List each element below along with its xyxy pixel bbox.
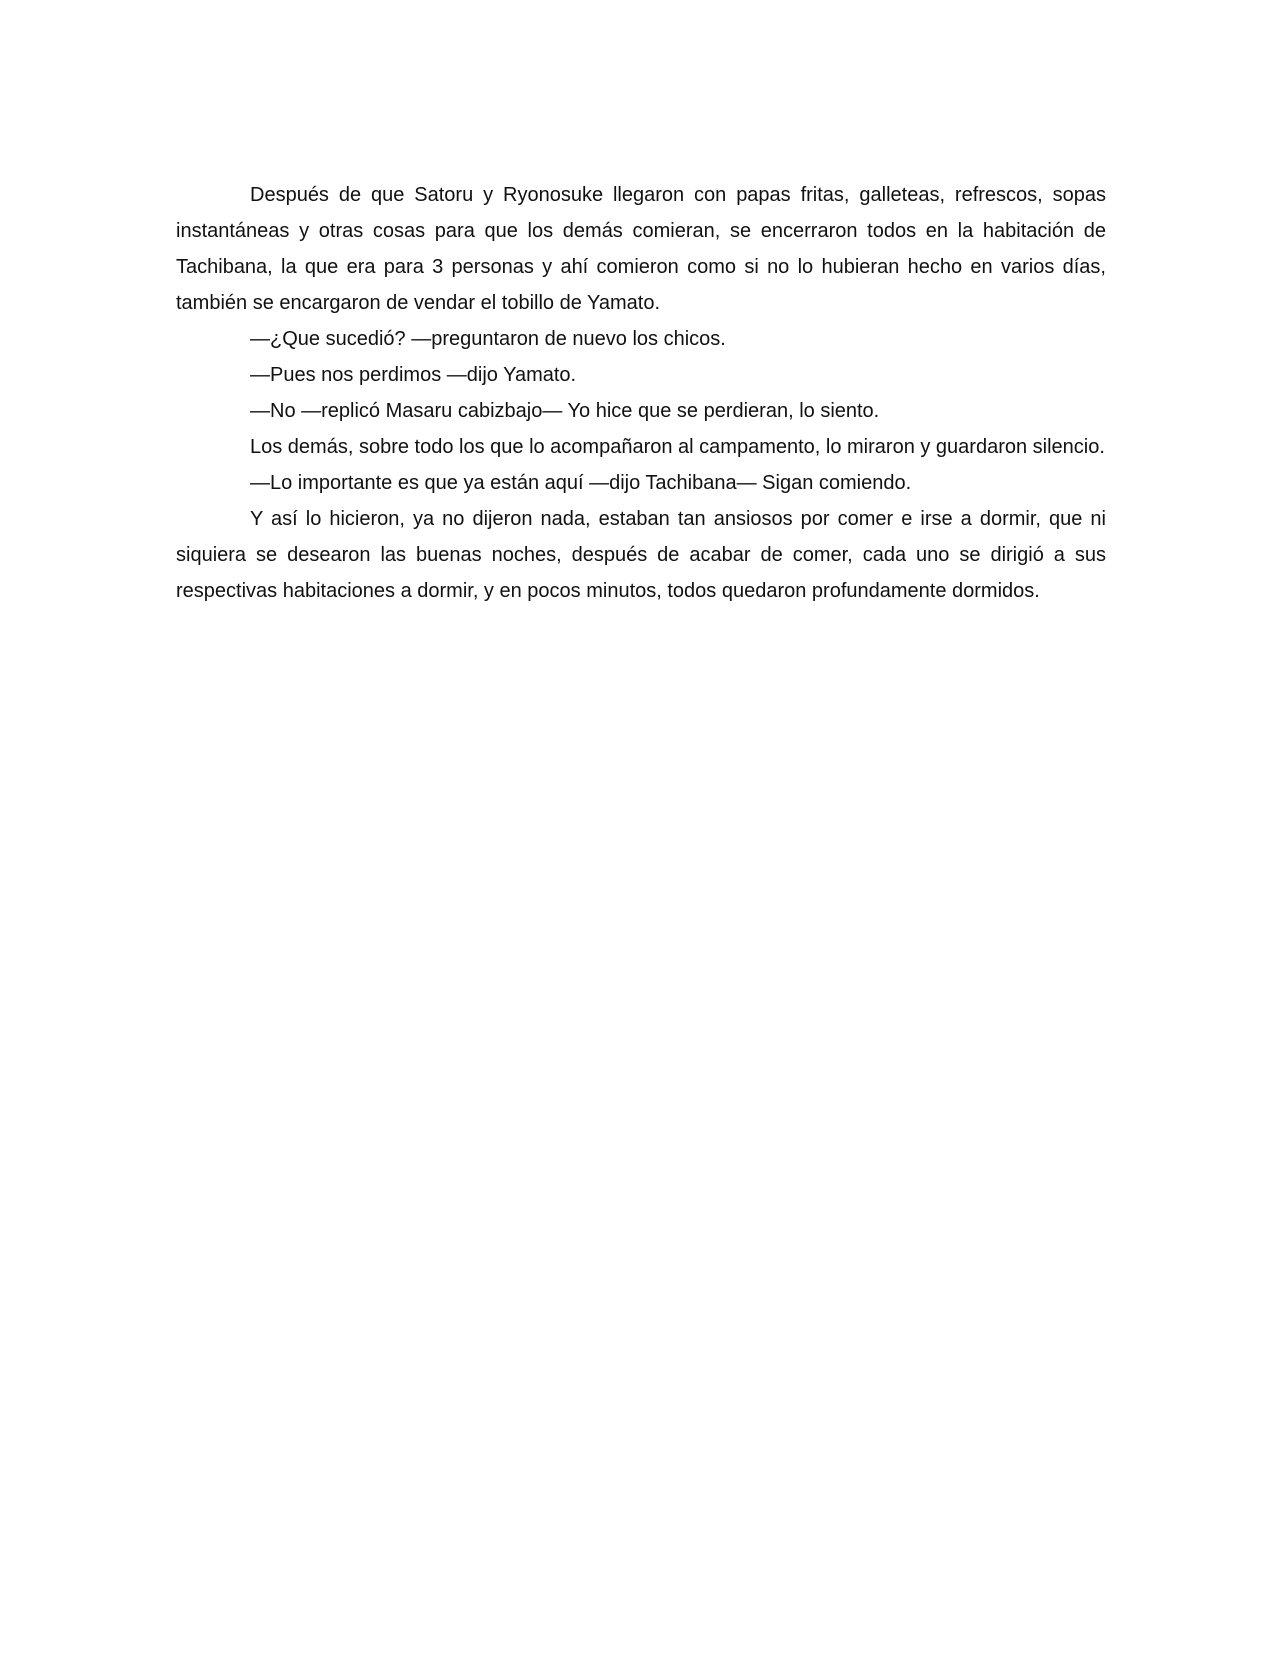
paragraph-1: Después de que Satoru y Ryonosuke llegaron con papas fritas, galleteas, refrescos, sopas instantáneas y otras cosas para que los demás comieran, se encerraron todos en la habitación de Tachibana, la que era para 3 personas y ahí comieron como si no lo hubieran hecho en varios días, también se encargaron de vendar el tobillo de Yamato. [176, 184, 1106, 314]
paragraph-5: Los demás, sobre todo los que lo acompañaron al campamento, lo miraron y guardaron silencio. [250, 436, 1105, 458]
paragraph-3: —Pues nos perdimos —dijo Yamato. [250, 364, 577, 386]
paragraph-2: —¿Que sucedió? —preguntaron de nuevo los chicos. [250, 328, 726, 350]
paragraph-4: —No —replicó Masaru cabizbajo— Yo hice que se perdieran, lo siento. [250, 400, 880, 422]
paragraph-7: Y así lo hicieron, ya no dijeron nada, estaban tan ansiosos por comer e irse a dormir, que ni siquiera se desearon las buenas noches, después de acabar de comer, cada uno se dirigió a sus respectivas habitaciones a dormir, y en pocos minutos, todos quedaron profundamente dormidos. [176, 508, 1106, 602]
document-body [176, 177, 1106, 609]
paragraph-6: —Lo importante es que ya están aquí —dijo Tachibana— Sigan comiendo. [250, 472, 912, 494]
